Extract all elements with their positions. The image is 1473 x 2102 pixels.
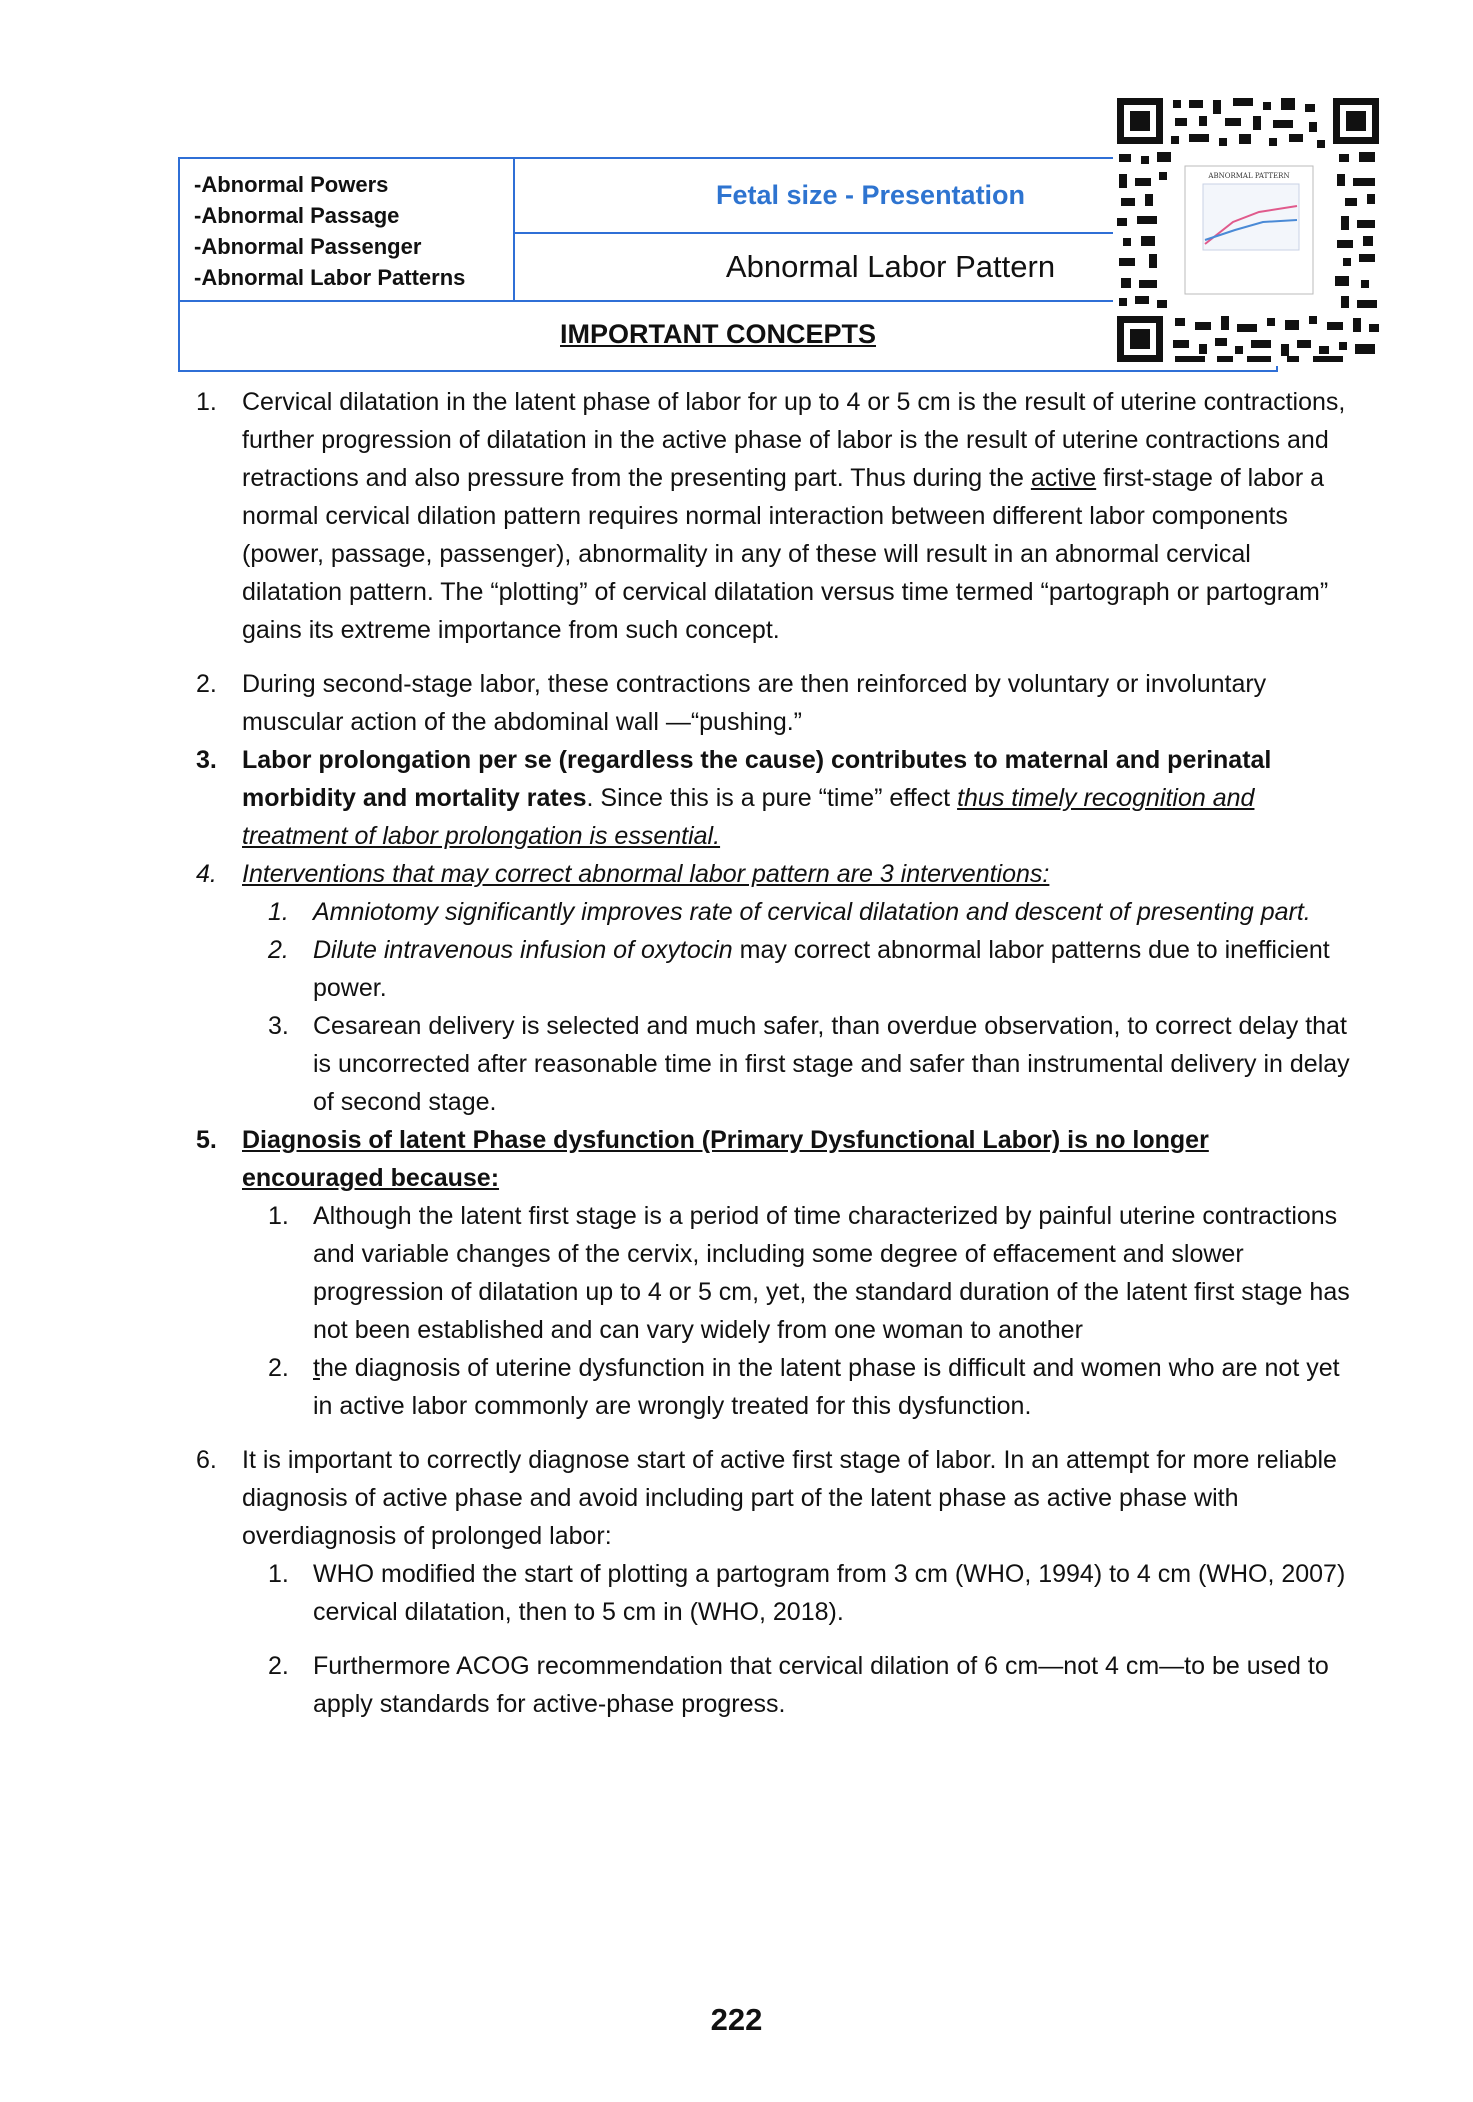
qr-thumbnail-caption: ABNORMAL PATTERN bbox=[1208, 172, 1290, 180]
item-number: 5. bbox=[196, 1126, 217, 1154]
item-text: Cervical dilatation in the latent phase of labor for up to 4 or 5 cm is the result of uterine contractions, further progression of dilatation in the active phase of labor is the result of uterine contractions and retractions and also pressure from the presenting part. Thus during the bbox=[242, 388, 1346, 492]
item-text: Furthermore ACOG recommendation that cervical dilation of 6 cm—not 4 cm—to be used to apply standards for active-phase progress. bbox=[313, 1652, 1329, 1718]
list-item bbox=[196, 741, 1356, 855]
item-text: Interventions that may correct abnormal labor pattern are 3 interventions: bbox=[242, 860, 1050, 888]
section-item: -Abnormal Passenger bbox=[194, 234, 422, 259]
item-text: Cesarean delivery is selected and much safer, than overdue observation, to correct delay that is uncorrected after reasonable time in first stage and safer than instrumental delivery in delay of second stage. bbox=[313, 1012, 1350, 1116]
item-number: 3. bbox=[196, 746, 217, 774]
sub-list-item bbox=[196, 1007, 1356, 1121]
item-text: thus timely recognition and treatment of labor prolongation is essential. bbox=[242, 784, 1255, 850]
item-text: Amniotomy significantly improves rate of cervical dilatation and descent of presenting part. bbox=[313, 898, 1311, 926]
section-item: -Abnormal Labor Patterns bbox=[194, 265, 466, 290]
sub-list-item bbox=[196, 893, 1356, 931]
sub-list-item bbox=[196, 1197, 1356, 1349]
item-text: During second-stage labor, these contractions are then reinforced by voluntary or involuntary muscular action of the abdominal wall —“pushing.” bbox=[242, 670, 1267, 736]
sub-list-item bbox=[196, 1555, 1356, 1631]
item-text: Although the latent first stage is a period of time characterized by painful uterine contractions and variable changes of the cervix, including some degree of effacement and slower progression of dilatation up to 4 or 5 cm, yet, the standard duration of the latent first stage has not been established and can vary widely from one woman to another bbox=[313, 1202, 1350, 1344]
section-item: -Abnormal Passage bbox=[194, 203, 400, 228]
item-number: 4. bbox=[196, 860, 217, 888]
list-item bbox=[196, 1121, 1356, 1197]
list-item bbox=[196, 855, 1356, 893]
section-item: -Abnormal Powers bbox=[194, 172, 389, 197]
sub-list-item bbox=[196, 1349, 1356, 1425]
item-number: 1. bbox=[268, 898, 289, 926]
concepts-heading: IMPORTANT CONCEPTS bbox=[560, 319, 876, 349]
item-number: 2. bbox=[268, 1354, 289, 1382]
item-text: Diagnosis of latent Phase dysfunction (Primary Dysfunctional Labor) is no longer encouraged because: bbox=[242, 1126, 1209, 1192]
item-text: It is important to correctly diagnose start of active first stage of labor. In an attempt for more reliable diagnosis of active phase and avoid including part of the latent phase as active phase with overdiagnosis of prolonged labor: bbox=[242, 1446, 1337, 1550]
topic-title: Fetal size - Presentation bbox=[515, 159, 1276, 234]
qr-code-icon[interactable] bbox=[1113, 94, 1383, 366]
item-text: WHO modified the start of plotting a partogram from 3 cm (WHO, 1994) to 4 cm (WHO, 2007) cervical dilatation, then to 5 cm in (WHO, 2018). bbox=[313, 1560, 1346, 1626]
item-number: 1. bbox=[268, 1560, 289, 1588]
item-number: 2. bbox=[196, 670, 217, 698]
item-text: Dilute intravenous infusion of oxytocin bbox=[313, 936, 733, 964]
concepts-list bbox=[196, 383, 1356, 1723]
item-number: 1. bbox=[268, 1202, 289, 1230]
list-item bbox=[196, 665, 1356, 741]
item-text: may correct abnormal labor patterns due to inefficient power. bbox=[313, 936, 1330, 1002]
item-number: 2. bbox=[268, 936, 289, 964]
item-number: 2. bbox=[268, 1652, 289, 1680]
item-number: 1. bbox=[196, 388, 217, 416]
list-item bbox=[196, 383, 1356, 649]
section-list bbox=[180, 159, 515, 302]
sub-list-item bbox=[196, 1647, 1356, 1723]
item-number: 3. bbox=[268, 1012, 289, 1040]
item-text: first-stage of labor a normal cervical dilation pattern requires normal interaction between different labor components (power, passage, passenger), abnormality in any of these will result in an abnormal cervical dilatation pattern. The “plotting” of cervical dilatation versus time termed “partograph or partogram” gains its extreme importance from such concept. bbox=[242, 464, 1329, 644]
page-number: 222 bbox=[710, 2002, 763, 2037]
item-text: . Since this is a pure “time” effect bbox=[586, 784, 958, 812]
item-number: 6. bbox=[196, 1446, 217, 1474]
item-text: he diagnosis of uterine dysfunction in the latent phase is difficult and women who are not yet in active labor commonly are wrongly treated for this dysfunction. bbox=[313, 1354, 1340, 1420]
list-item bbox=[196, 1441, 1356, 1555]
item-text: t bbox=[313, 1354, 320, 1382]
item-text: Labor prolongation per se (regardless the cause) contributes to maternal and perinatal morbidity and mortality rates bbox=[242, 746, 1272, 812]
item-text: active bbox=[1030, 464, 1097, 492]
chapter-title: Abnormal Labor Pattern bbox=[515, 234, 1276, 302]
sub-list-item bbox=[196, 931, 1356, 1007]
